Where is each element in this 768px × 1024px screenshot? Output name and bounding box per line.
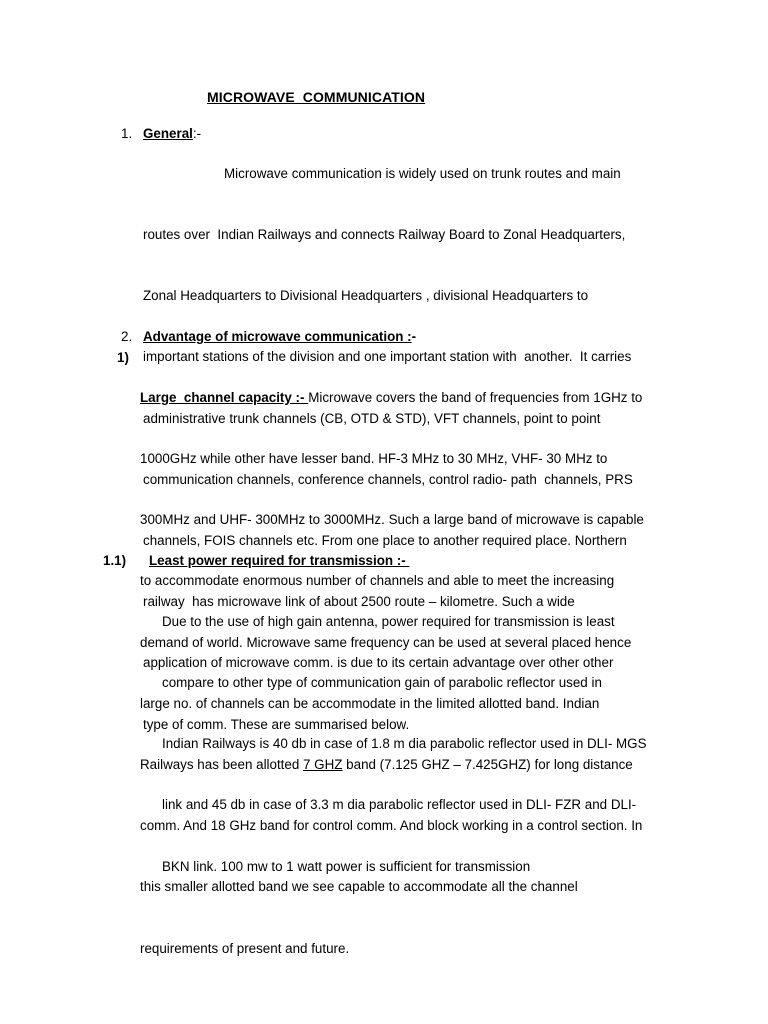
- point-1-line: 1000GHz while other have lesser band. HF-3 MHz to 30 MHz, VHF- 30 MHz to: [140, 451, 608, 467]
- section-1-line: channels, FOIS channels etc. From one place to another required place. Northern: [143, 533, 627, 549]
- point-1-1-body: [162, 571, 647, 918]
- section-1-line: type of comm. These are summarised below.: [143, 716, 410, 732]
- point-1-line-text: Microwave covers the band of frequencies from 1GHz to: [308, 389, 643, 405]
- section-1-heading: General: [143, 126, 193, 141]
- point-1-line: comm. And 18 GHz band for control comm. And block working in a control section. In: [140, 818, 643, 834]
- point-1-1-line: link and 45 db in case of 3.3 m dia parabolic reflector used in DLI- FZR and DLI-: [162, 797, 637, 813]
- section-1-line: important stations of the division and one important station with another. It carries: [143, 349, 632, 365]
- point-1-1-line: Indian Railways is 40 db in case of 1.8 m dia parabolic reflector used in DLI- MGS: [162, 736, 647, 752]
- section-1-line: communication channels, conference channels, control radio- path channels, PRS: [143, 471, 633, 487]
- point-1-line: demand of world. Microwave same frequency can be used at several placed hence: [140, 634, 632, 650]
- section-2-heading-suffix: -: [411, 329, 417, 344]
- point-1-1-line: compare to other type of communication gain of parabolic reflector used in: [162, 675, 602, 691]
- section-1-number: 1.: [121, 126, 133, 141]
- section-1-line: routes over Indian Railways and connects Railway Board to Zonal Headquarters,: [143, 227, 626, 243]
- point-1-number: 1): [117, 350, 129, 365]
- section-1-line: Zonal Headquarters to Divisional Headquarters , divisional Headquarters to: [143, 288, 589, 304]
- section-2-number: 2.: [121, 329, 133, 344]
- point-1-1-line: Due to the use of high gain antenna, power required for transmission is least: [162, 613, 615, 629]
- section-1-heading-suffix: :-: [192, 126, 202, 141]
- point-1-line: requirements of present and future.: [140, 940, 350, 956]
- section-1-line: railway has microwave link of about 2500 route – kilometre. Such a wide: [143, 594, 575, 610]
- point-1-1-line: BKN link. 100 mw to 1 watt power is sufficient for transmission: [162, 858, 531, 874]
- point-1-line: [140, 388, 644, 408]
- point-1-line: large no. of channels can be accommodate in the limited allotted band. Indian: [140, 695, 600, 711]
- point-1-1-heading: Least power required for transmission :-: [149, 553, 410, 568]
- section-2-heading-wrap: [143, 329, 416, 344]
- page-title: MICROWAVE COMMUNICATION: [207, 89, 426, 105]
- point-1-line-text: band (7.125 GHZ – 7.425GHZ) for long distance: [342, 757, 633, 773]
- point-1-line-text: Railways has been allotted: [140, 757, 304, 773]
- point-1-line: 300MHz and UHF- 300MHz to 3000MHz. Such a large band of microwave is capable: [140, 512, 644, 528]
- point-1-line: this smaller allotted band we see capable to accommodate all the channel: [140, 879, 578, 895]
- point-1-line: to accommodate enormous number of channels and able to meet the increasing: [140, 573, 615, 589]
- band-allotment: 7 GHZ: [303, 757, 343, 773]
- section-1-line: administrative trunk channels (CB, OTD & STD), VFT channels, point to point: [143, 410, 601, 426]
- section-2-heading: Advantage of microwave communication :: [143, 329, 412, 344]
- section-1-line: Microwave communication is widely used on trunk routes and main: [224, 165, 621, 181]
- point-1-heading: Large channel capacity :-: [140, 389, 309, 405]
- section-1-line: application of microwave comm. is due to its certain advantage over other other: [143, 655, 614, 671]
- point-1-1-number: 1.1): [103, 553, 127, 568]
